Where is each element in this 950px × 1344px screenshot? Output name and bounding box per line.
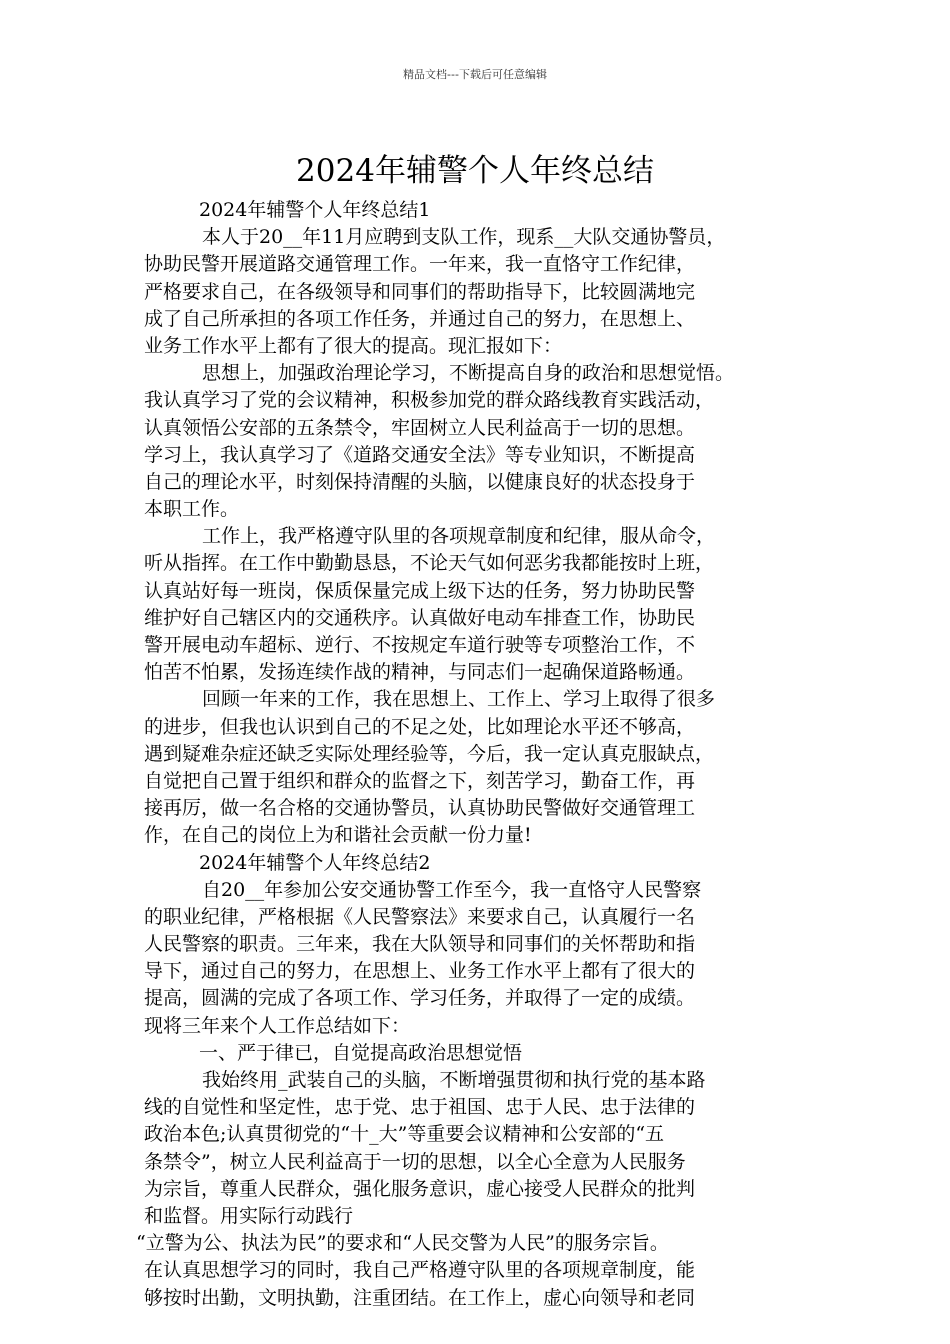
text-line: 思想上，加强政治理论学习，不断提高自身的政治和思想觉悟。 [202, 362, 735, 385]
text-line: 回顾一年来的工作，我在思想上、工作上、学习上取得了很多 [202, 688, 716, 711]
text-line: 在认真思想学习的同时，我自己严格遵守队里的各项规章制度，能 [144, 1259, 696, 1282]
section-heading-line: 2024年辅警个人年终总结2 [199, 851, 431, 874]
header-note: 精品文档---下载后可任意编辑 [403, 68, 547, 81]
text-line: 和监督。用实际行动践行 [144, 1204, 354, 1227]
text-line: 自己的理论水平，时刻保持清醒的头脑，以健康良好的状态投身于 [144, 470, 696, 493]
text-line: 我始终用_武装自己的头脑，不断增强贯彻和执行党的基本路 [202, 1069, 706, 1091]
text-line: 政治本色;认真贯彻党的“十_大”等重要会议精神和公安部的“五 [144, 1123, 665, 1146]
section-heading-line: 一、严于律已，自觉提高政治思想觉悟 [199, 1041, 523, 1064]
text-line: 认真站好每一班岗，保质保量完成上级下达的任务，努力协助民警 [144, 579, 696, 602]
text-line: 本人于20__年11月应聘到支队工作，现系__大队交通协警员， [202, 226, 726, 249]
text-line: “立警为公、执法为民”的要求和“人民交警为人民”的服务宗旨。 [136, 1232, 669, 1255]
text-line: 提高，圆满的完成了各项工作、学习任务，并取得了一定的成绩。 [144, 987, 696, 1010]
text-line: 自20__年参加公安交通协警工作至今，我一直恪守人民警察 [202, 878, 702, 901]
text-line: 维护好自己辖区内的交通秩序。认真做好电动车排查工作，协助民 [144, 606, 696, 629]
text-line: 作，在自己的岗位上为和谐社会贡献一份力量! [144, 824, 532, 847]
text-line: 严格要求自己，在各级领导和同事们的帮助指导下，比较圆满地完 [144, 280, 696, 303]
text-line: 认真领悟公安部的五条禁令，牢固树立人民利益高于一切的思想。 [144, 416, 696, 439]
text-line: 业务工作水平上都有了很大的提高。现汇报如下： [144, 334, 563, 357]
text-line: 条禁令”，树立人民利益高于一切的思想，以全心全意为人民服务 [144, 1150, 686, 1173]
text-line: 我认真学习了党的会议精神，积极参加党的群众路线教育实践活动， [144, 389, 715, 412]
text-line: 接再厉，做一名合格的交通协警员，认真协助民警做好交通管理工 [144, 797, 696, 820]
text-line: 的职业纪律，严格根据《人民警察法》来要求自己，认真履行一名 [144, 905, 696, 928]
document-body [136, 197, 824, 1312]
text-line: 本职工作。 [144, 498, 240, 521]
text-line: 自觉把自己置于组织和群众的监督之下，刻苦学习，勤奋工作，再 [144, 769, 696, 792]
text-line: 成了自己所承担的各项工作任务，并通过自己的努力，在思想上、 [144, 307, 696, 330]
text-line: 警开展电动车超标、逆行、不按规定车道行驶等专项整治工作，不 [144, 634, 696, 656]
text-line: 怕苦不怕累，发扬连续作战的精神，与同志们一起确保道路畅通。 [144, 661, 696, 684]
document-title: 2024年辅警个人年终总结 [296, 152, 654, 189]
text-line: 的进步，但我也认识到自己的不足之处，比如理论水平还不够高， [144, 715, 696, 738]
text-line: 现将三年来个人工作总结如下： [144, 1014, 411, 1037]
text-line: 够按时出勤，文明执勤，注重团结。在工作上，虚心向领导和老同 [144, 1286, 696, 1309]
text-line: 学习上，我认真学习了《道路交通安全法》等专业知识，不断提高 [144, 443, 696, 466]
text-line: 听从指挥。在工作中勤勤恳恳，不论天气如何恶劣我都能按时上班， [144, 552, 715, 575]
text-line: 工作上，我严格遵守队里的各项规章制度和纪律，服从命令， [202, 525, 716, 548]
text-line: 导下，通过自己的努力，在思想上、业务工作水平上都有了很大的 [144, 960, 696, 983]
text-line: 为宗旨，尊重人民群众，强化服务意识，虚心接受人民群众的批判 [144, 1177, 696, 1200]
section-heading-line: 2024年辅警个人年终总结1 [199, 199, 431, 221]
text-line: 协助民警开展道路交通管理工作。一年来，我一直恪守工作纪律， [144, 253, 696, 276]
text-line: 人民警察的职责。三年来，我在大队领导和同事们的关怀帮助和指 [144, 933, 696, 956]
text-line: 遇到疑难杂症还缺乏实际处理经验等，今后，我一定认真克服缺点， [144, 742, 715, 765]
text-line: 线的自觉性和坚定性，忠于党、忠于祖国、忠于人民、忠于法律的 [144, 1096, 696, 1119]
